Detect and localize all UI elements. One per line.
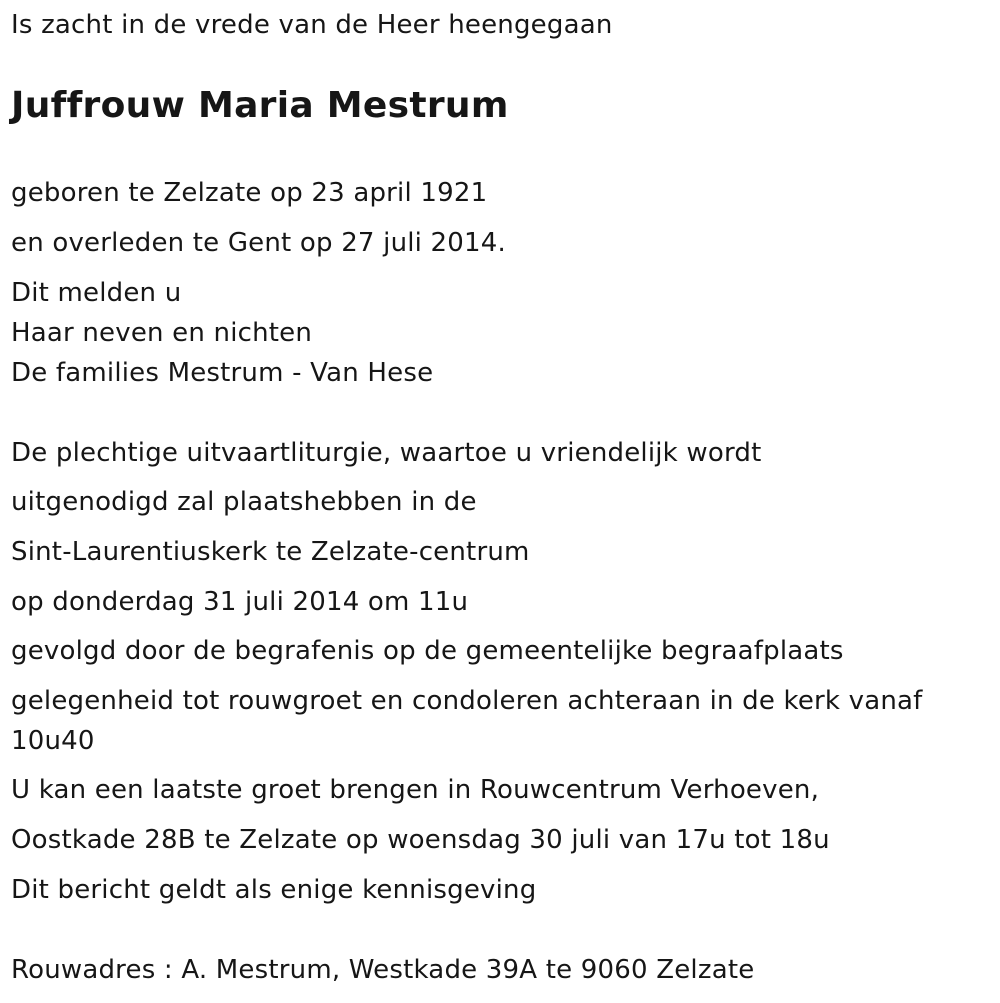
- intro-text: Is zacht in de vrede van de Heer heengegaan: [11, 10, 613, 40]
- condolence-line: gelegenheid tot rouwgroet en condoleren achteraan in de kerk vanaf 10u40: [11, 686, 923, 756]
- announcer-line: Haar neven en nichten: [11, 318, 313, 348]
- announcer-line: De families Mestrum - Van Hese: [11, 358, 434, 388]
- notice-line: Dit bericht geldt als enige kennisgeving: [11, 875, 537, 905]
- deceased-name: Juffrouw Maria Mestrum: [11, 85, 509, 126]
- announcer-line: Dit melden u: [11, 278, 182, 308]
- death-line: en overleden te Gent op 27 juli 2014.: [11, 228, 506, 258]
- date-line: op donderdag 31 juli 2014 om 11u: [11, 587, 469, 617]
- mourning-address: Rouwadres : A. Mestrum, Westkade 39A te 9060 Zelzate: [11, 955, 755, 985]
- ceremony-line: De plechtige uitvaartliturgie, waartoe u vriendelijk wordt: [11, 438, 762, 468]
- viewing-line: U kan een laatste groet brengen in Rouwcentrum Verhoeven,: [11, 775, 820, 805]
- ceremony-line: uitgenodigd zal plaatshebben in de: [11, 487, 477, 517]
- birth-line: geboren te Zelzate op 23 april 1921: [11, 178, 488, 208]
- church-line: Sint-Laurentiuskerk te Zelzate-centrum: [11, 537, 530, 567]
- burial-line: gevolgd door de begrafenis op de gemeentelijke begraafplaats: [11, 636, 844, 666]
- viewing-address-line: Oostkade 28B te Zelzate op woensdag 30 juli van 17u tot 18u: [11, 825, 830, 855]
